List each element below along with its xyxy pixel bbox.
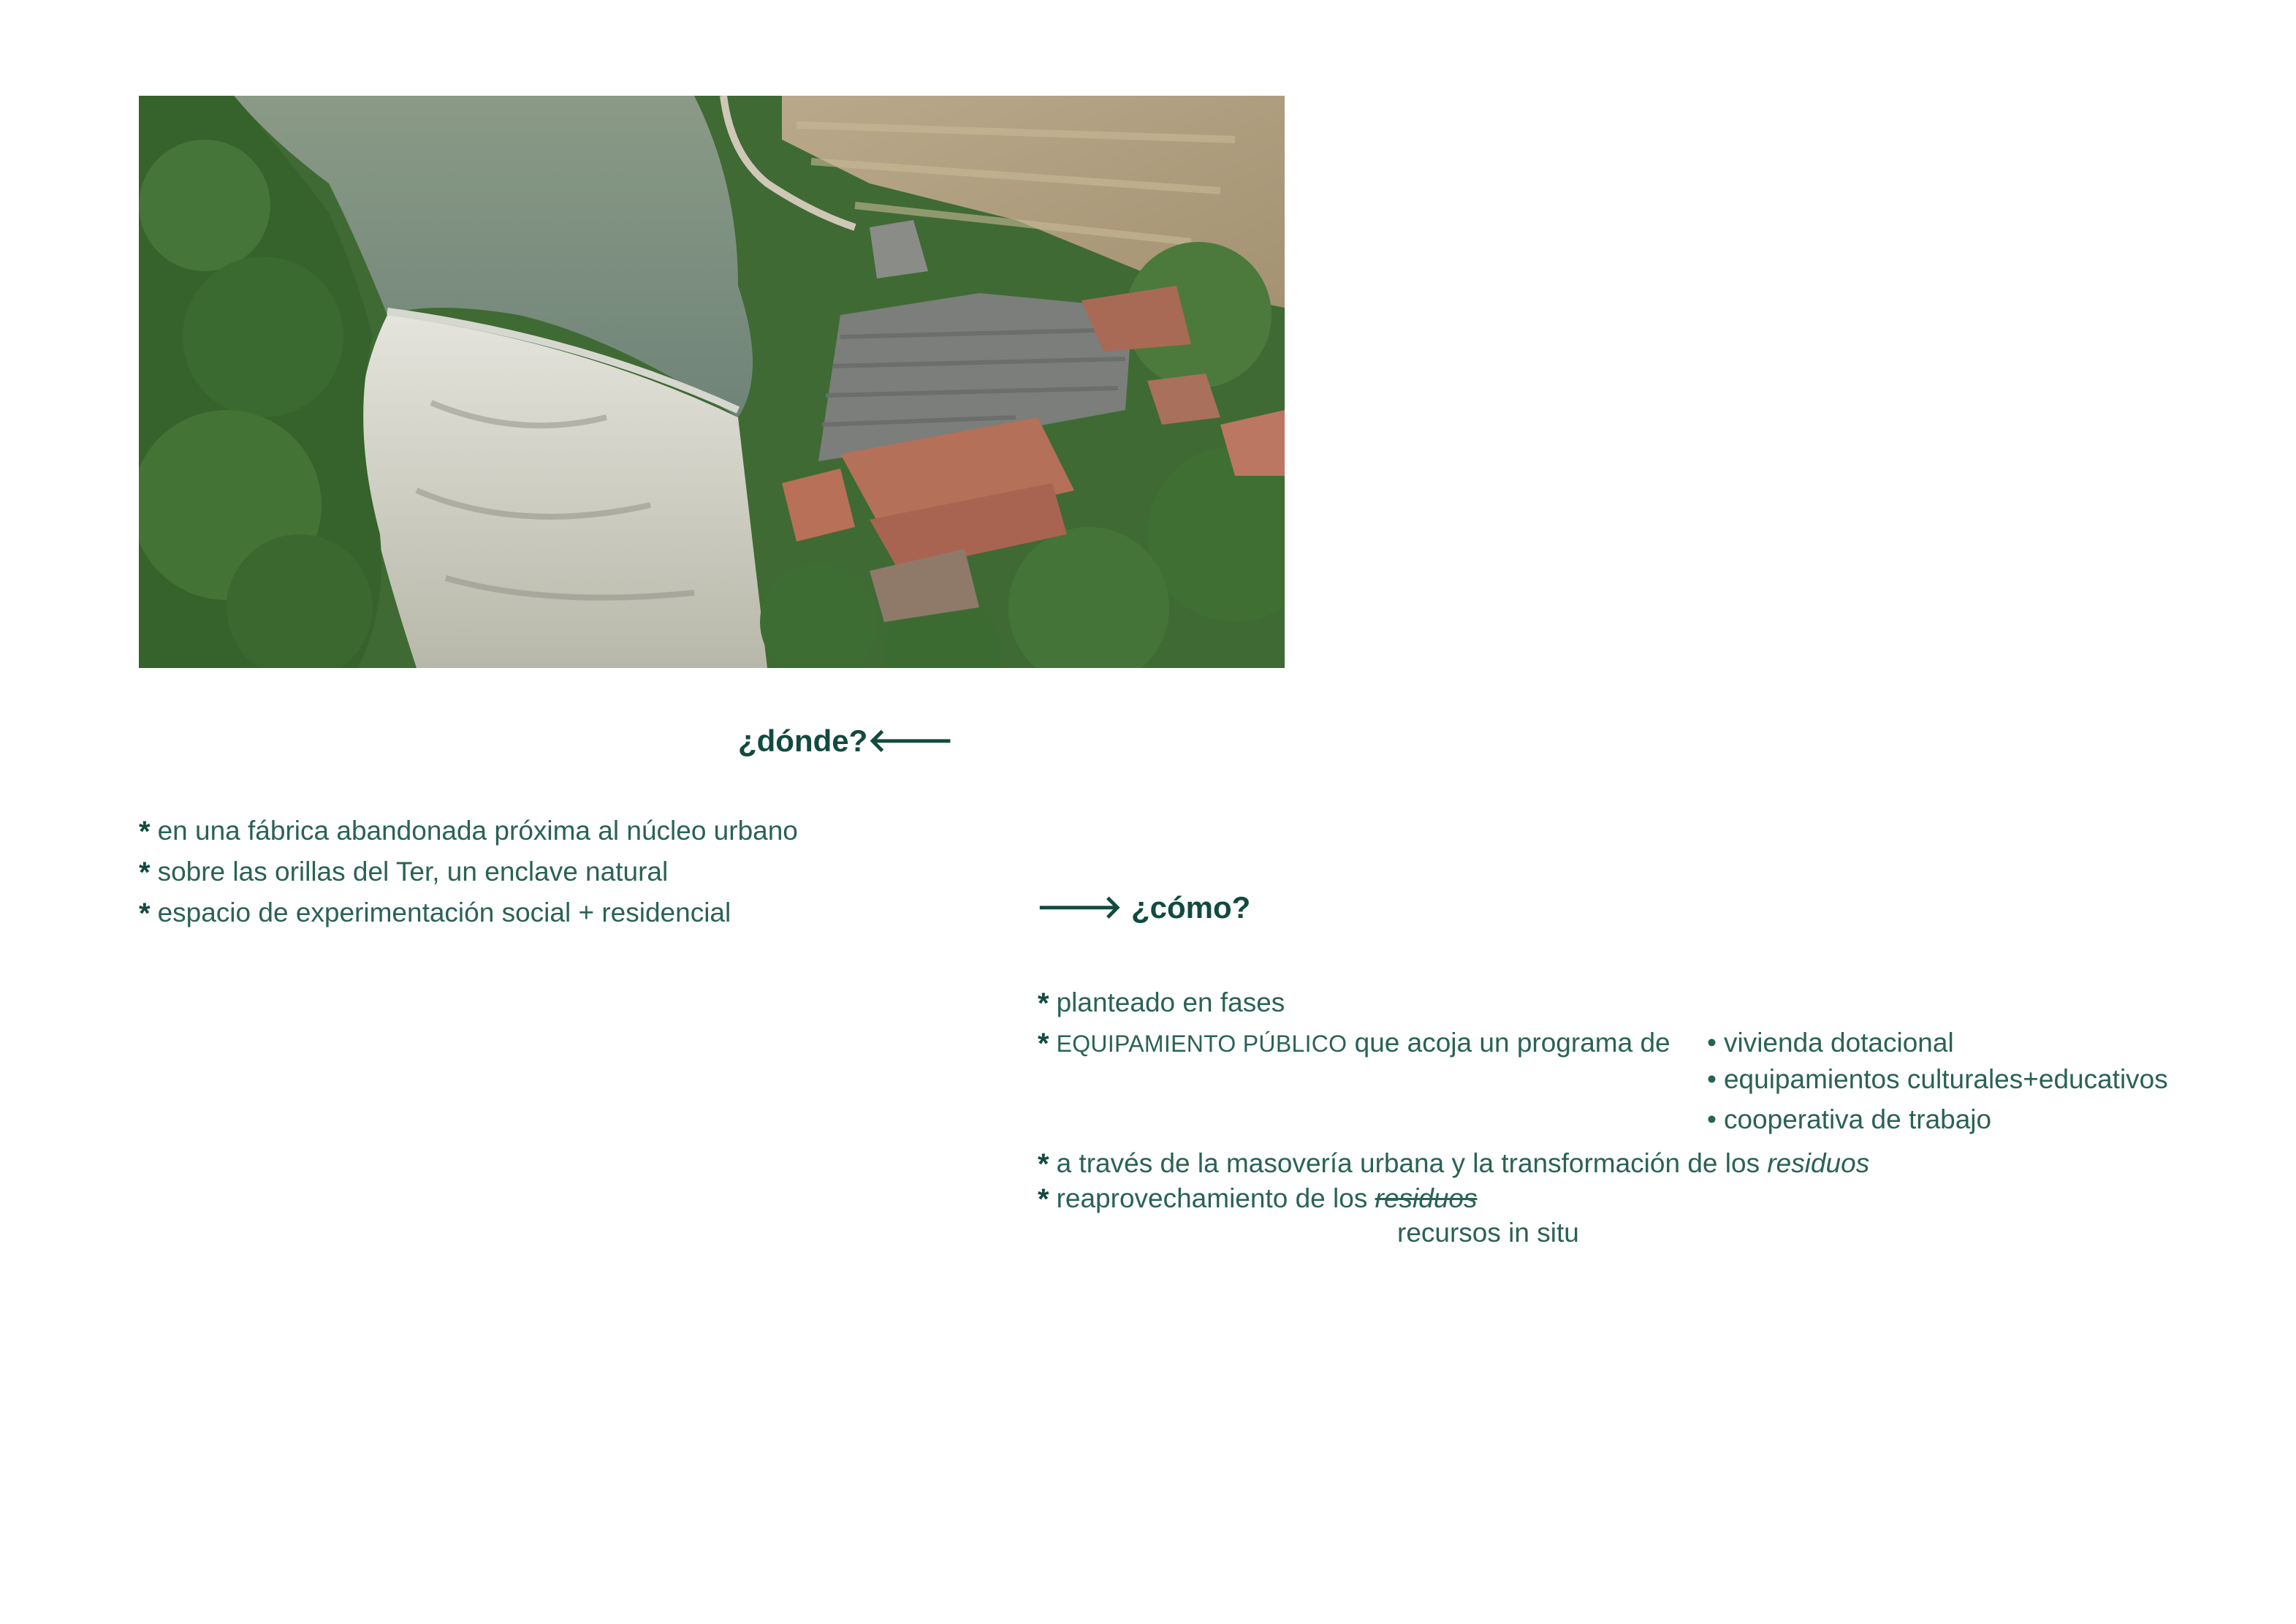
como-item-2: * EQUIPAMIENTO PÚBLICO que acoja un programa de [1038,1028,1670,1060]
struck-word: residuos [1375,1183,1478,1213]
photo-illustration [139,96,1285,668]
bullet-icon: • [1707,1064,1717,1094]
bullet-icon: • [1707,1104,1717,1134]
como-item-1: * planteado en fases [1038,987,1285,1020]
como-item-4: * reaprovechamiento de los residuos [1038,1183,1478,1215]
como-title: ¿cómo? [1131,890,1251,925]
donde-item-2: * sobre las orillas del Ter, un enclave natural [139,857,669,889]
asterisk-icon: * [139,816,151,848]
program-item-3: • cooperativa de trabajo [1707,1104,1992,1134]
como-heading [1036,890,1250,925]
arrow-right-icon: 🡒 [1036,889,1122,925]
como-item-4-replacement: recursos in situ [1397,1218,1579,1248]
asterisk-icon: * [1038,1148,1049,1180]
asterisk-icon: * [139,898,151,930]
donde-item-1: * en una fábrica abandonada próxima al núcleo urbano [139,816,798,848]
asterisk-icon: * [1038,1028,1049,1060]
program-item-1: • vivienda dotacional [1707,1028,1954,1058]
como-item-3: * a través de la masovería urbana y la transformación de los residuos [1038,1148,1870,1180]
donde-title: ¿dónde? [738,724,868,758]
asterisk-icon: * [1038,987,1049,1020]
donde-heading [738,724,954,759]
asterisk-icon: * [1038,1183,1049,1215]
asterisk-icon: * [139,857,151,889]
bullet-icon: • [1707,1028,1717,1058]
aerial-photo [139,96,1285,668]
donde-item-3: * espacio de experimentación social + residencial [139,898,731,930]
arrow-left-icon: 🡐 [867,723,954,759]
program-item-2: • equipamientos culturales+educativos [1707,1064,2168,1094]
